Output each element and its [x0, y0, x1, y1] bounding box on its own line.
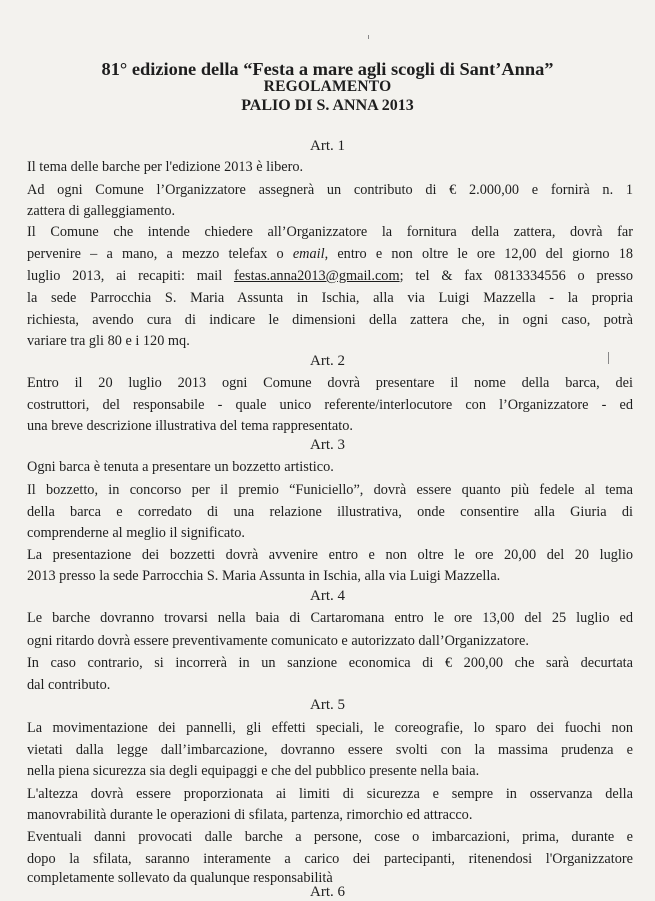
article-4-heading: Art. 4: [310, 588, 345, 604]
article-1-line: pervenire – a mano, a mezzo telefax o email, entro e non oltre le ore 12,00 del giorno 18: [27, 246, 634, 262]
article-1-line: variare tra gli 80 e i 120 mq.: [27, 333, 190, 349]
document-subtitle: REGOLAMENTO: [263, 78, 392, 95]
article-5-line: manovrabilità durante le operazioni di sfilata, partenza, rimorchio ed attracco.: [27, 807, 473, 823]
article-2-line: una breve descrizione illustrativa del tema rappresentato.: [27, 418, 353, 434]
article-4-line: In caso contrario, si incorrerà in un sanzione economica di € 200,00 che sarà decurtata: [27, 655, 633, 671]
article-3-line: Il bozzetto, in concorso per il premio “Funiciello”, dovrà essere quanto più fedele al tema: [27, 482, 633, 498]
article-5-line: L'altezza dovrà essere proporzionata ai limiti di sicurezza e sempre in osservanza della: [27, 786, 633, 802]
email-word: email: [292, 246, 325, 262]
article-3-heading: Art. 3: [310, 437, 345, 453]
article-4-line: dal contributo.: [27, 677, 111, 693]
article-5-line: vietati dalla legge dall’imbarcazione, dovranno essere svolti con la massima prudenza e: [27, 742, 633, 758]
article-2-line: Entro il 20 luglio 2013 ogni Comune dovrà presentare il nome della barca, dei: [27, 375, 633, 391]
scan-mark: [368, 35, 369, 39]
article-1-line: Il Comune che intende chiedere all’Organizzatore la fornitura della zattera, dovrà far: [27, 224, 633, 240]
article-6-heading: Art. 6: [310, 884, 345, 900]
article-5-line: nella piena sicurezza sia degli equipaggi e che del pubblico presente nella baia.: [27, 763, 480, 779]
article-5-line: completamente sollevato da qualunque responsabilità: [27, 870, 333, 886]
article-1-line: Ad ogni Comune l’Organizzatore assegnerà un contributo di € 2.000,00 e fornirà n. 1: [27, 182, 633, 198]
article-1-line: Il tema delle barche per l'edizione 2013 è libero.: [27, 159, 304, 175]
article-4-line: ogni ritardo dovrà essere preventivamente comunicato e autorizzato dall’Organizzatore.: [27, 633, 529, 649]
article-5-line: La movimentazione dei pannelli, gli effetti speciali, le coreografie, lo sparo dei fuochi non: [27, 720, 633, 736]
article-4-line: Le barche dovranno trovarsi nella baia di Cartaromana entro le ore 13,00 del 25 luglio ed: [27, 610, 633, 626]
article-3-line: Ogni barca è tenuta a presentare un bozzetto artistico.: [27, 459, 334, 475]
article-1-line: richiesta, avendo cura di indicare le dimensioni della zattera che, in ogni caso, potrà: [27, 312, 633, 328]
article-3-line: 2013 presso la sede Parrocchia S. Maria Assunta in Ischia, alla via Luigi Mazzella.: [27, 568, 501, 584]
document-title: 81° edizione della “Festa a mare agli scogli di Sant’Anna”: [101, 59, 554, 79]
article-5-heading: Art. 5: [310, 697, 345, 713]
article-2-line: costruttori, del responsabile - quale unico referente/interlocutore con l’Organizzatore - ed: [27, 397, 633, 413]
article-1-line: zattera di galleggiamento.: [27, 203, 176, 219]
article-1-line: la sede Parrocchia S. Maria Assunta in Ischia, alla via Luigi Mazzella - la propria: [27, 290, 633, 306]
article-3-line: comprenderne al meglio il significato.: [27, 525, 245, 541]
article-2-heading: Art. 2: [310, 353, 345, 369]
event-name: PALIO DI S. ANNA 2013: [241, 97, 414, 114]
article-5-line: dopo la sfilata, saranno interamente a carico dei partecipanti, ritenendosi l'Organizzatore: [27, 851, 633, 867]
article-1-heading: Art. 1: [310, 138, 345, 154]
article-3-line: della barca e corredato di una relazione illustrativa, onde consentire alla Giuria di: [27, 504, 633, 520]
article-3-line: La presentazione dei bozzetti dovrà avvenire entro e non oltre le ore 20,00 del 20 luglio: [27, 547, 633, 563]
email-link: festas.anna2013@gmail.com: [233, 268, 400, 284]
article-5-line: Eventuali danni provocati dalle barche a persone, cose o imbarcazioni, prima, durante e: [27, 829, 633, 845]
article-1-line: luglio 2013, ai recapiti: mail festas.anna2013@gmail.com; tel & fax 0813334556 o presso: [27, 268, 634, 284]
scan-mark: [608, 352, 609, 364]
